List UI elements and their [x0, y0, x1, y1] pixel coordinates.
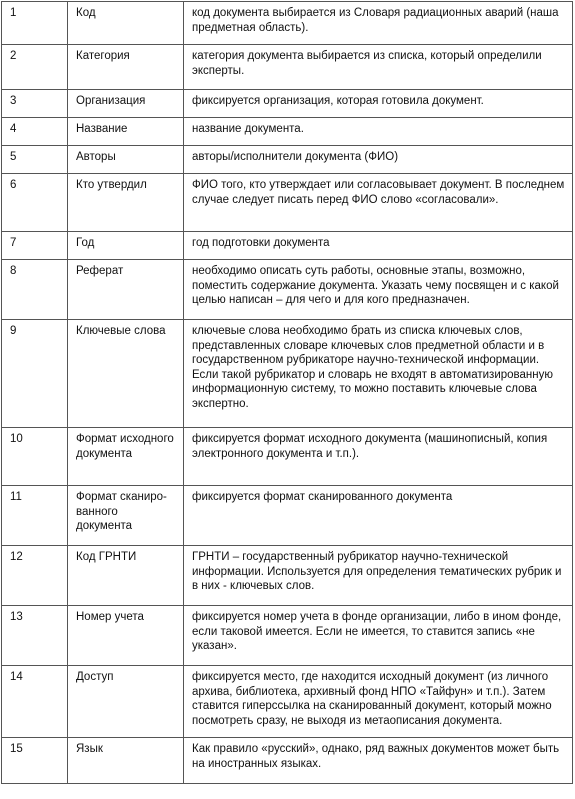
field-description: фиксируется организация, которая готовила документ.: [184, 90, 573, 118]
metadata-fields-table: [1, 1, 573, 784]
row-number: 13: [2, 606, 68, 666]
table-row: [2, 232, 573, 260]
row-number: 6: [2, 174, 68, 232]
field-description: фиксируется место, где находится исходный документ (из личного архива, библиотека, архивный фонд НПО «Тайфун» и т.п.). Затем ставится гиперссылка на сканированный документ, который можно посмотреть сразу, не выходя из метаописания документа.: [184, 666, 573, 738]
field-description: фиксируется формат сканированного документа: [184, 486, 573, 546]
field-description: категория документа выбирается из списка, который определили эксперты.: [184, 45, 573, 90]
field-name: Ключевые слова: [68, 320, 184, 428]
field-name: Формат сканиро-ванного документа: [68, 486, 184, 546]
table-row: [2, 606, 573, 666]
field-description: название документа.: [184, 118, 573, 146]
table-row: [2, 146, 573, 174]
field-name: Язык: [68, 738, 184, 784]
field-description: ГРНТИ – государственный рубрикатор научно-технической информации. Используется для определения тематических рубрик и в них - ключевых слов.: [184, 546, 573, 606]
row-number: 3: [2, 90, 68, 118]
field-description: авторы/исполнители документа (ФИО): [184, 146, 573, 174]
field-name: Реферат: [68, 260, 184, 320]
table-row: [2, 320, 573, 428]
field-name: Организация: [68, 90, 184, 118]
row-number: 1: [2, 2, 68, 45]
table-row: [2, 90, 573, 118]
row-number: 11: [2, 486, 68, 546]
table-row: [2, 738, 573, 784]
row-number: 14: [2, 666, 68, 738]
field-description: Как правило «русский», однако, ряд важных документов может быть на иностранных языках.: [184, 738, 573, 784]
field-description: необходимо описать суть работы, основные этапы, возможно, поместить содержание документа. Указать чему посвящен и с какой целью написан – для чего и для кого предназначен.: [184, 260, 573, 320]
table-row: [2, 2, 573, 45]
row-number: 8: [2, 260, 68, 320]
field-description: ключевые слова необходимо брать из списка ключевых слов, представленных словаре ключевых слов предметной области и в государственном рубрикаторе научно-технической информации. Если такой рубрикатор и словарь не входят в автоматизированную информационную систему, то можно поставить ключевые слова экспертно.: [184, 320, 573, 428]
table-row: [2, 174, 573, 232]
table-row: [2, 428, 573, 486]
field-name: Код: [68, 2, 184, 45]
row-number: 2: [2, 45, 68, 90]
field-name: Название: [68, 118, 184, 146]
field-name: Код ГРНТИ: [68, 546, 184, 606]
field-name: Авторы: [68, 146, 184, 174]
table-row: [2, 546, 573, 606]
row-number: 10: [2, 428, 68, 486]
field-name: Номер учета: [68, 606, 184, 666]
row-number: 7: [2, 232, 68, 260]
field-description: фиксируется номер учета в фонде организации, либо в ином фонде, если таковой имеется. Если не имеется, то ставится запись «не указан».: [184, 606, 573, 666]
row-number: 15: [2, 738, 68, 784]
table-row: [2, 486, 573, 546]
field-description: фиксируется формат исходного документа (машинописный, копия электронного документа и т.п.).: [184, 428, 573, 486]
field-name: Год: [68, 232, 184, 260]
field-name: Кто утвердил: [68, 174, 184, 232]
row-number: 12: [2, 546, 68, 606]
row-number: 5: [2, 146, 68, 174]
field-description: год подготовки документа: [184, 232, 573, 260]
field-name: Доступ: [68, 666, 184, 738]
field-name: Категория: [68, 45, 184, 90]
table-row: [2, 45, 573, 90]
field-description: ФИО того, кто утверждает или согласовывает документ. В последнем случае следует писать перед ФИО слово «согласовали».: [184, 174, 573, 232]
field-description: код документа выбирается из Словаря радиационных аварий (наша предметная область).: [184, 2, 573, 45]
field-name: Формат исходного документа: [68, 428, 184, 486]
row-number: 9: [2, 320, 68, 428]
table-row: [2, 666, 573, 738]
table-row: [2, 260, 573, 320]
table-row: [2, 118, 573, 146]
row-number: 4: [2, 118, 68, 146]
